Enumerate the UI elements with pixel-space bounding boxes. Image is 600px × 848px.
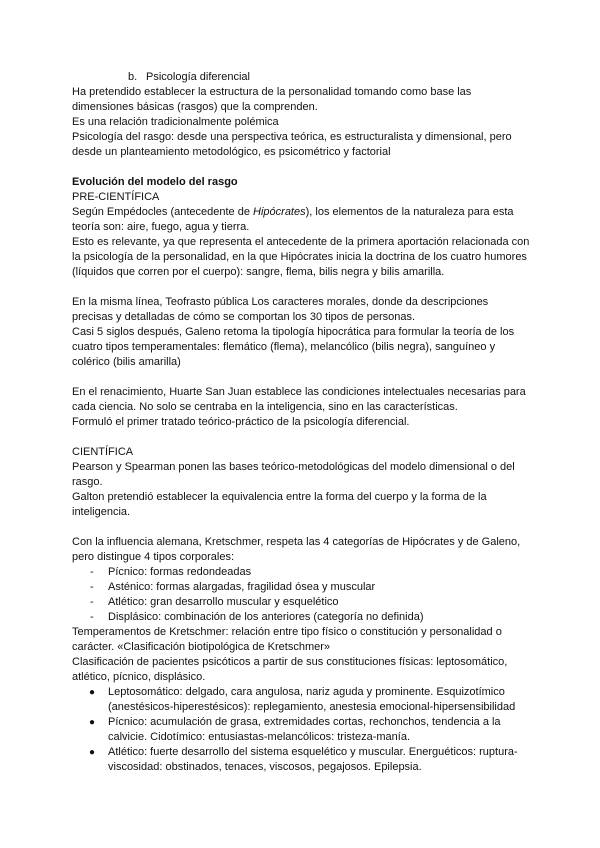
list-item <box>72 745 530 775</box>
paragraph: Pearson y Spearman ponen las bases teórico-metodológicas del modelo dimensional o del rasgo. <box>72 461 515 488</box>
paragraph-text: ), los elementos de la naturaleza para esta teoría son: aire, fuego, agua y tierra. <box>72 206 514 233</box>
paragraph: Con la influencia alemana, Kretschmer, respeta las 4 categorías de Hipócrates y de Galeno, pero distingue 4 tipos corporales: <box>72 536 521 563</box>
spacer <box>72 160 530 175</box>
paragraph <box>72 205 530 235</box>
paragraph: Psicología del rasgo: desde una perspectiva teórica, es estructuralista y dimensional, pero desde un planteamiento metodológico, es psicométrico y factorial <box>72 131 512 158</box>
dash-bullet: - <box>90 611 94 623</box>
list-item <box>72 685 530 715</box>
list-item <box>72 565 530 580</box>
list-item-text: Atlético: fuerte desarrollo del sistema esquelético y muscular. Energuéticos: ruptura-viscosidad: obstinados, tenaces, viscosos, pegajosos. Epilepsia. <box>108 746 518 773</box>
list-item-text: Pícnico: acumulación de grasa, extremidades cortas, rechonchos, tendencia a la calvicie. Cidotímico: entusiastas-melancólicos: tristeza-manía. <box>108 716 501 743</box>
spacer <box>72 520 530 535</box>
section-heading: Evolución del modelo del rasgo <box>72 176 238 188</box>
document-body <box>72 70 530 775</box>
list-item-text: Displásico: combinación de los anteriores (categoría no definida) <box>108 611 424 623</box>
paragraph: Esto es relevante, ya que representa el antecedente de la primera aportación relacionada con la psicología de la personalidad, en la que Hipócrates inicia la doctrina de los cuatro humores (líquidos que corren por el cuerpo): sangre, flema, bilis negra y bilis amarilla. <box>72 236 530 278</box>
dash-bullet: - <box>90 581 94 593</box>
subsection-title <box>72 70 530 85</box>
list-item <box>72 595 530 610</box>
list-item-text: Pícnico: formas redondeadas <box>108 566 252 578</box>
dash-bullet: - <box>90 566 94 578</box>
spacer <box>72 370 530 385</box>
paragraph: Clasificación de pacientes psicóticos a partir de sus constituciones físicas: leptosomático, atlético, pícnico, displásico. <box>72 656 508 683</box>
paragraph: Galton pretendió establecer la equivalencia entre la forma del cuerpo y la forma de la inteligencia. <box>72 491 487 518</box>
list-marker: b. <box>128 71 138 83</box>
list-item <box>72 715 530 745</box>
spacer <box>72 430 530 445</box>
era-label-precientifica: PRE-CIENTÍFICA <box>72 191 160 203</box>
paragraph: En la misma línea, Teofrasto pública Los caracteres morales, donde da descripciones precisas y detalladas de cómo se comportan los 30 tipos de personas. <box>72 296 489 323</box>
list-item <box>72 580 530 595</box>
dot-bullet: ● <box>89 747 96 758</box>
subsection-title-text: Psicología diferencial <box>146 71 250 83</box>
italic-term: Hipócrates <box>253 206 306 218</box>
paragraph-text: Según Empédocles (antecedente de <box>72 206 254 218</box>
spacer <box>72 280 530 295</box>
list-item-text: Asténico: formas alargadas, fragilidad ósea y muscular <box>108 581 376 593</box>
list-item-text: Atlético: gran desarrollo muscular y esquelético <box>108 596 339 608</box>
classifications-list <box>72 685 530 775</box>
era-label-cientifica: CIENTÍFICA <box>72 446 134 458</box>
dash-bullet: - <box>90 596 94 608</box>
paragraph: Temperamentos de Kretschmer: relación entre tipo físico o constitución y personalidad o carácter. «Clasificación biotipológica de Kretschmer» <box>72 626 502 653</box>
dot-bullet: ● <box>89 717 96 728</box>
dot-bullet: ● <box>89 687 96 698</box>
body-types-list <box>72 565 530 625</box>
paragraph: Ha pretendido establecer la estructura de la personalidad tomando como base las dimensiones básicas (rasgos) que la comprenden. <box>72 86 472 113</box>
paragraph: Formuló el primer tratado teórico-práctico de la psicología diferencial. <box>72 416 410 428</box>
list-item-text: Leptosomático: delgado, cara angulosa, nariz aguda y prominente. Esquizotímico (anestésicos-hiperestésicos): replegamiento, anestesia emocional-hipersensibilidad <box>108 686 516 713</box>
list-item <box>72 610 530 625</box>
paragraph: Casi 5 siglos después, Galeno retoma la tipología hipocrática para formular la teoría de los cuatro tipos temperamentales: flemático (flema), melancólico (bilis negra), sanguíneo y colérico (bilis amarilla) <box>72 326 515 368</box>
paragraph: Es una relación tradicionalmente polémica <box>72 116 279 128</box>
paragraph: En el renacimiento, Huarte San Juan establece las condiciones intelectuales necesarias para cada ciencia. No solo se centraba en la inteligencia, sino en las características. <box>72 386 526 413</box>
